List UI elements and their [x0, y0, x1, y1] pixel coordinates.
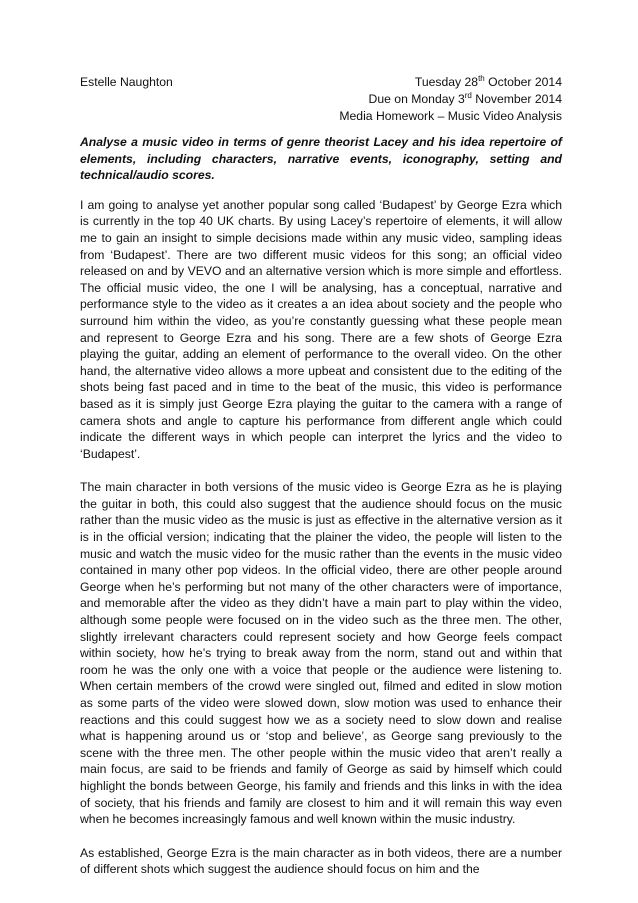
due-suffix: November 2014	[471, 92, 562, 106]
document-page	[80, 74, 562, 878]
due-date	[339, 91, 562, 108]
due-prefix: Due on Monday 3	[368, 92, 465, 106]
essay-body	[80, 197, 562, 878]
date-ordinal: th	[478, 73, 485, 83]
document-header	[80, 74, 562, 126]
date-prefix: Tuesday 28	[414, 75, 479, 89]
task-heading: Analyse a music video in terms of genre theorist Lacey and his idea repertoire of elements, including characters, narrative events, iconography, setting and technical/audio scores.	[80, 135, 562, 183]
header-details	[339, 74, 562, 125]
due-ordinal: rd	[464, 90, 472, 100]
paragraph-1: I am going to analyse yet another popular song called ‘Budapest’ by George Ezra which is currently in the top 40 UK charts. By using Lacey’s repertoire of elements, it will allow me to gain an insight to simple decisions made within any music video, sampling ideas from ‘Budapest’. There are two different music videos for this song; an official video released on and by VEVO and an alternative version which is more simple and effortless. The official music video, the one I will be analysing, has a conceptual, narrative and performance style to the video as it creates a an idea about society and the people who surround him within the video, as you’re constantly guessing what these people mean and represent to George Ezra and his song. There are a few shots of George Ezra playing the guitar, adding an element of performance to the overall video. On the other hand, the alternative video allows a more upbeat and consistent due to the editing of the shots being fast paced and in time to the beat of the music, this video is performance based as it is simply just George Ezra playing the guitar to the camera with a range of camera shots and angle to capture his performance from different angle which could indicate the different ways in which people can interpret the lyrics and the video to ‘Budapest’.	[80, 197, 562, 461]
assignment-date	[339, 74, 562, 91]
author-name: Estelle Naughton	[80, 75, 173, 89]
subject-line: Media Homework – Music Video Analysis	[339, 109, 562, 123]
date-suffix: October 2014	[484, 75, 562, 89]
paragraph-3: As established, George Ezra is the main character as in both videos, there are a number of different shots which suggest the audience should focus on him and the	[80, 845, 562, 877]
paragraph-2: The main character in both versions of the music video is George Ezra as he is playing the guitar in both, this could also suggest that the audience should focus on the music rather than the music video as the music is just as effective in the alternative version as it is in the official version; indicating that the plainer the video, the people will listen to the music and watch the music video for the music rather than the events in the music video contained in many other pop videos. In the official video, there are other people around George when he’s performing but not many of the other characters were of importance, and memorable after the video as they didn’t have a main part to play within the video, although some people were focused on in the video such as the three men. The other, slightly irrelevant characters could represent society and how George feels compact within society, how he’s trying to break away from the norm, stand out and within that room he was the only one with a voice that people or the audience were listening to. When certain members of the crowd were singled out, filmed and edited in slow motion as some parts of the video were slowed down, slow motion was used to enhance their reactions and this could suggest how we as a society need to slow down and realise what is happening around us or ‘stop and believe’, as George sang previously to the scene with the three men. The other people within the music video that aren’t really a main focus, are said to be friends and family of George as said by himself which could highlight the bonds between George, his family and friends and this links in with the idea of society, that his friends and family are closest to him and it will remain this way even when he becomes increasingly famous and well known within the music industry.	[80, 480, 562, 827]
